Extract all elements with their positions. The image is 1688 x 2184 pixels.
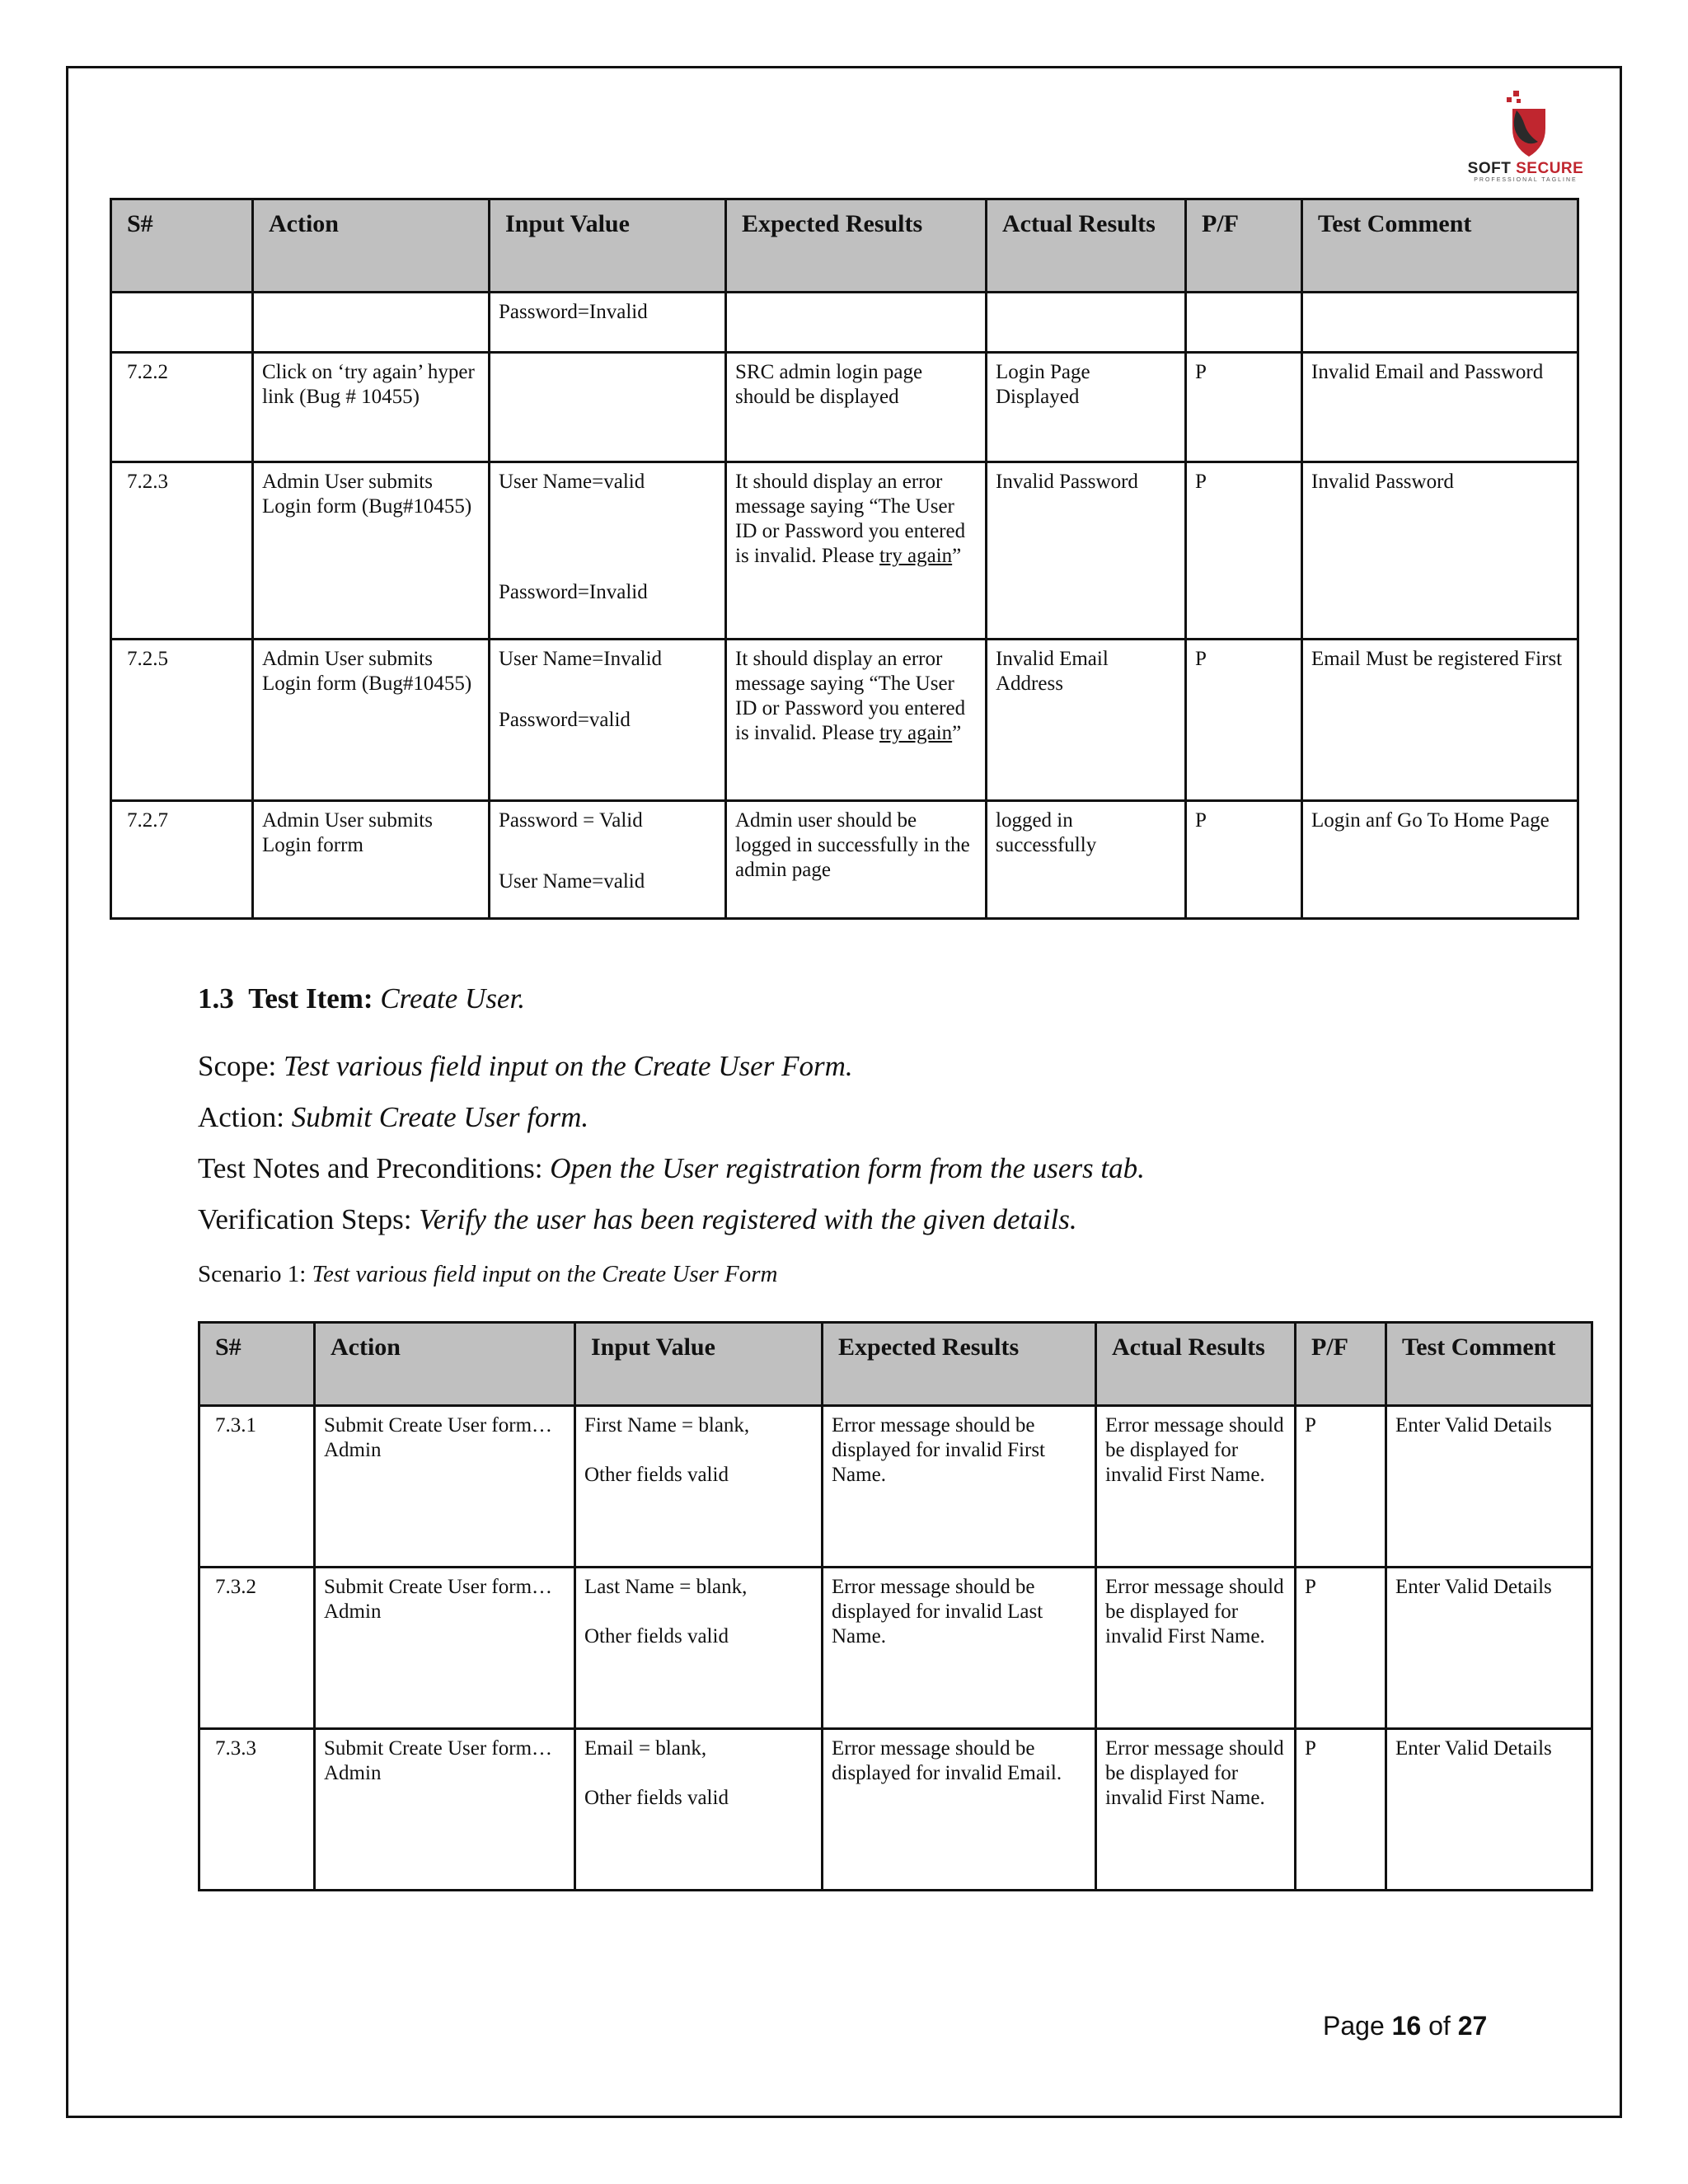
- cell-input: Password=Invalid: [490, 293, 726, 353]
- logo-tagline: PROFESSIONAL TAGLINE: [1474, 177, 1578, 183]
- cell-comment: Enter Valid Details: [1386, 1568, 1592, 1729]
- cell-input: [575, 1729, 823, 1891]
- cell-sn: 7.3.3: [199, 1729, 315, 1891]
- cell-actual: [987, 293, 1186, 353]
- cell-actual: Invalid Password: [987, 462, 1186, 640]
- cell-sn: [111, 293, 253, 353]
- header-actual-results: Actual Results: [987, 199, 1186, 293]
- header-pf: P/F: [1296, 1323, 1386, 1406]
- cell-actual: Invalid Email Address: [987, 640, 1186, 801]
- input-line-1: User Name=Invalid: [499, 648, 663, 670]
- cell-comment: Enter Valid Details: [1386, 1406, 1592, 1568]
- input-line-1: First Name = blank,: [584, 1414, 750, 1436]
- header-expected-results: Expected Results: [726, 199, 987, 293]
- logo-wordmark: SOFT SECURE: [1467, 160, 1584, 177]
- cell-expected: [726, 293, 987, 353]
- try-again-link[interactable]: try again: [879, 722, 953, 744]
- cell-comment: Invalid Password: [1302, 462, 1578, 640]
- header-expected-results: Expected Results: [823, 1323, 1096, 1406]
- cell-pf: P: [1186, 353, 1302, 462]
- cell-expected: Admin user should be logged in successfully in the admin page: [726, 801, 987, 919]
- cell-pf: P: [1296, 1729, 1386, 1891]
- table-row: [199, 1729, 1592, 1891]
- cell-sn: 7.2.2: [111, 353, 253, 462]
- cell-comment: [1302, 293, 1578, 353]
- cell-action: Submit Create User form… Admin: [315, 1568, 575, 1729]
- cell-pf: [1186, 293, 1302, 353]
- input-line-2: Other fields valid: [584, 1625, 729, 1647]
- scope-line: Scope: Test various field input on the Create User Form.: [198, 1050, 853, 1082]
- input-line-1: Last Name = blank,: [584, 1576, 748, 1598]
- input-line-2: Other fields valid: [584, 1464, 729, 1486]
- cell-input: [575, 1406, 823, 1568]
- cell-action: Submit Create User form… Admin: [315, 1406, 575, 1568]
- table-row: [111, 462, 1578, 640]
- header-action: Action: [253, 199, 490, 293]
- header-input-value: Input Value: [575, 1323, 823, 1406]
- table-row: [199, 1568, 1592, 1729]
- cell-expected: Error message should be displayed for invalid Last Name.: [823, 1568, 1096, 1729]
- cell-actual: Error message should be displayed for invalid First Name.: [1096, 1406, 1296, 1568]
- cell-pf: P: [1186, 462, 1302, 640]
- cell-action: [253, 293, 490, 353]
- verification-line: Verification Steps: Verify the user has been registered with the given details.: [198, 1203, 1077, 1235]
- header-action: Action: [315, 1323, 575, 1406]
- input-line-2: Other fields valid: [584, 1787, 729, 1809]
- header-pf: P/F: [1186, 199, 1302, 293]
- cell-pf: P: [1296, 1568, 1386, 1729]
- cell-input: [575, 1568, 823, 1729]
- header-sn: S#: [111, 199, 253, 293]
- table-header-row: [199, 1323, 1592, 1406]
- cell-actual: logged in successfully: [987, 801, 1186, 919]
- table-row: [111, 640, 1578, 801]
- cell-comment: Email Must be registered First: [1302, 640, 1578, 801]
- login-test-table: [110, 198, 1579, 920]
- cell-pf: P: [1296, 1406, 1386, 1568]
- header-sn: S#: [199, 1323, 315, 1406]
- cell-action: Click on ‘try again’ hyper link (Bug # 10455): [253, 353, 490, 462]
- cell-expected: It should display an error message saying “The User ID or Password you entered is invalid. Please try again”: [726, 640, 987, 801]
- cell-expected: Error message should be displayed for invalid First Name.: [823, 1406, 1096, 1568]
- header-actual-results: Actual Results: [1096, 1323, 1296, 1406]
- page-number: Page 16 of 27: [1323, 2011, 1488, 2041]
- table-row: [111, 801, 1578, 919]
- create-user-test-table: [198, 1321, 1593, 1891]
- input-line-1: Password = Valid: [499, 809, 643, 832]
- action-line: Action: Submit Create User form.: [198, 1101, 589, 1133]
- table-row: [111, 353, 1578, 462]
- table-row: [199, 1406, 1592, 1568]
- cell-input: [490, 353, 726, 462]
- input-line-2: User Name=valid: [499, 870, 645, 893]
- input-line-2: Password=valid: [499, 709, 631, 731]
- cell-comment: Enter Valid Details: [1386, 1729, 1592, 1891]
- cell-expected: SRC admin login page should be displayed: [726, 353, 987, 462]
- table-row: [111, 293, 1578, 353]
- cell-action: Admin User submits Login form (Bug#10455): [253, 640, 490, 801]
- input-line-2: Password=Invalid: [499, 581, 648, 603]
- cell-actual: Login Page Displayed: [987, 353, 1186, 462]
- cell-input: [490, 462, 726, 640]
- table-header-row: [111, 199, 1578, 293]
- header-test-comment: Test Comment: [1302, 199, 1578, 293]
- try-again-link[interactable]: try again: [879, 545, 953, 567]
- cell-expected: It should display an error message saying “The User ID or Password you entered is invalid. Please try again”: [726, 462, 987, 640]
- scenario-line: Scenario 1: Test various field input on the Create User Form: [198, 1261, 778, 1287]
- input-line-1: User Name=valid: [499, 471, 645, 493]
- header-test-comment: Test Comment: [1386, 1323, 1592, 1406]
- cell-sn: 7.2.3: [111, 462, 253, 640]
- cell-sn: 7.2.5: [111, 640, 253, 801]
- input-line-1: Email = blank,: [584, 1737, 707, 1760]
- cell-action: Submit Create User form… Admin: [315, 1729, 575, 1891]
- cell-sn: 7.3.2: [199, 1568, 315, 1729]
- section-heading: 1.3 Test Item: Create User.: [198, 982, 525, 1015]
- header-input-value: Input Value: [490, 199, 726, 293]
- cell-comment: Login anf Go To Home Page: [1302, 801, 1578, 919]
- cell-sn: 7.2.7: [111, 801, 253, 919]
- cell-pf: P: [1186, 801, 1302, 919]
- cell-expected: Error message should be displayed for invalid Email.: [823, 1729, 1096, 1891]
- cell-input: [490, 640, 726, 801]
- cell-action: Admin User submits Login forrm: [253, 801, 490, 919]
- cell-action: Admin User submits Login form (Bug#10455): [253, 462, 490, 640]
- cell-comment: Invalid Email and Password: [1302, 353, 1578, 462]
- cell-actual: Error message should be displayed for invalid First Name.: [1096, 1729, 1296, 1891]
- notes-line: Test Notes and Preconditions: Open the User registration form from the users tab.: [198, 1152, 1145, 1184]
- cell-pf: P: [1186, 640, 1302, 801]
- cell-input: [490, 801, 726, 919]
- cell-sn: 7.3.1: [199, 1406, 315, 1568]
- cell-actual: Error message should be displayed for invalid First Name.: [1096, 1568, 1296, 1729]
